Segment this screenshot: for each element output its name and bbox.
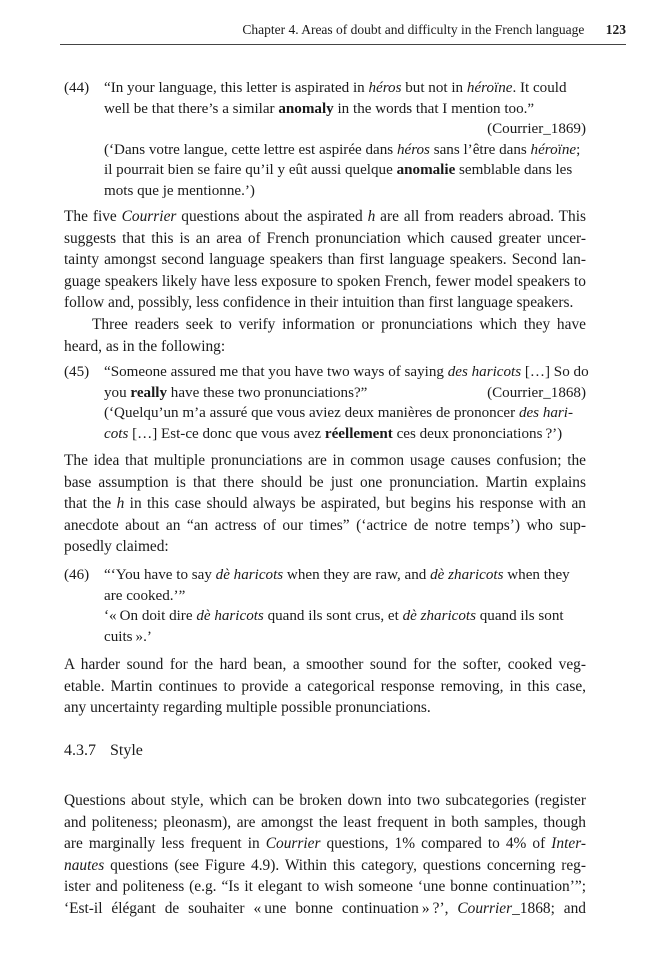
body-paragraph xyxy=(64,206,586,357)
example-number: (45) xyxy=(64,364,90,380)
example-line: mots que je mentionne.’) xyxy=(104,182,255,199)
header-rule xyxy=(60,44,626,45)
text-run: when they are raw, and xyxy=(283,567,431,583)
italic-word: Courrier xyxy=(121,208,177,225)
paragraph-line: any uncertainty regarding multiple possible pronunciations. xyxy=(64,699,431,717)
section-heading xyxy=(64,742,143,760)
italic-word: h xyxy=(367,208,376,225)
example-line xyxy=(104,140,586,161)
text-run: questions (see Figure 4.9). Within this category, questions concerning reg- xyxy=(104,856,586,874)
italic-word: dè haricots xyxy=(215,567,284,583)
italic-word: h xyxy=(116,495,125,513)
paragraph-line: ister and politeness (e.g. “Is it elegant to wish someone ‘une bonne continuation’”; xyxy=(64,878,586,896)
example-line xyxy=(104,403,586,424)
example-44 xyxy=(64,78,586,201)
text-run: il pourrait bien se faire qu’il y eût aussi quelque xyxy=(104,162,397,178)
paragraph-line: guage speakers likely have less exposure to spoken French, fewer model speakers to xyxy=(64,272,586,290)
text-run: ‘Est-il élégant de souhaiter « une bonne continuation » ?’, xyxy=(64,899,458,917)
page-number: 123 xyxy=(605,22,626,37)
example-line xyxy=(104,362,589,383)
citation: (Courrier_1869) xyxy=(487,121,586,137)
example-number: (44) xyxy=(64,80,90,96)
italic-word: Inter- xyxy=(551,835,586,853)
italic-word: héros xyxy=(396,141,430,158)
citation: (Courrier_1868) xyxy=(487,384,586,401)
text-run: “Someone assured me that you have two ways of saying xyxy=(104,364,448,380)
italic-word: dè haricots xyxy=(196,608,264,624)
text-run: when they xyxy=(503,567,570,583)
example-line xyxy=(104,78,586,99)
text-run: (‘Dans votre langue, cette lettre est aspirée dans xyxy=(104,141,397,158)
paragraph-line: follow and, possibly, less confidence in their intuition than first language speakers. xyxy=(64,294,574,312)
text-run: […] Est-ce donc que vous avez xyxy=(128,425,325,442)
paragraph-line: etable. Martin continues to provide a categorical response removing, in this case, xyxy=(64,677,586,695)
text-run: but not in xyxy=(401,80,467,96)
paragraph-line: anecdote about an “an actress of our times” (‘actrice de notre temps’) who sup- xyxy=(64,516,586,534)
example-line: are cooked.’” xyxy=(104,587,186,604)
text-run: in the words that I mention too.” xyxy=(333,100,535,117)
example-line xyxy=(104,383,586,404)
text-run: The five xyxy=(64,208,122,225)
text-run: quand ils sont xyxy=(475,608,564,624)
bold-word: réellement xyxy=(324,425,393,442)
example-line: cuits ».’ xyxy=(104,628,152,645)
paragraph-line xyxy=(64,206,586,228)
bold-word: anomalie xyxy=(396,162,456,178)
text-run: “‘You have to say xyxy=(104,567,216,583)
paragraph-line xyxy=(64,898,586,920)
italic-word: dè zharicots xyxy=(402,608,476,624)
text-run: questions, 1% compared to 4% of xyxy=(320,835,552,853)
bold-word: anomaly xyxy=(278,100,334,117)
body-paragraph xyxy=(64,654,586,719)
italic-word: des hari- xyxy=(518,405,574,421)
italic-word: Courrier xyxy=(457,899,513,917)
text-run: are marginally less frequent in xyxy=(64,835,266,853)
paragraph-line xyxy=(64,833,586,855)
italic-word: cots xyxy=(104,425,129,442)
italic-word: nautes xyxy=(64,856,105,874)
example-line xyxy=(104,606,586,627)
running-head xyxy=(60,22,626,38)
italic-word: héroïne xyxy=(530,141,577,158)
example-46 xyxy=(64,565,586,647)
example-line xyxy=(104,99,586,120)
text-run: are all from readers abroad. This xyxy=(375,208,586,225)
bold-word: really xyxy=(130,384,168,401)
paragraph-line: and politeness; pleonasm), are amongst the least frequent in both samples, though xyxy=(64,813,586,831)
paragraph-line: Questions about style, which can be broken down into two subcategories (register xyxy=(64,792,586,809)
text-run: ‘« On doit dire xyxy=(104,608,197,624)
paragraph-line: suggests that this is an area of French pronunciation which caused greater uncer- xyxy=(64,229,586,247)
text-run: in this case should always be aspirated, but begins his response with an xyxy=(124,495,586,513)
text-run: _1868; and xyxy=(512,899,586,917)
text-run: ces deux prononciations ?’) xyxy=(392,425,563,442)
text-run: questions about the aspirated xyxy=(176,208,368,225)
paragraph-line: base assumption is that there should be just one pronunciation. Martin explains xyxy=(64,473,586,491)
paragraph-line xyxy=(64,493,586,515)
italic-word: dè zharicots xyxy=(430,567,504,583)
text-run: sans l’être dans xyxy=(429,141,531,158)
italic-word: des haricots xyxy=(447,364,522,380)
text-run: “In your language, this letter is aspirated in xyxy=(104,80,369,96)
text-run: that the xyxy=(64,495,117,513)
section-title: Style xyxy=(110,742,143,759)
paragraph-line: Three readers seek to verify information or pronunciations which they have xyxy=(92,315,586,333)
text-run: well be that there’s a similar xyxy=(104,100,279,117)
example-line xyxy=(104,424,586,445)
text-run: […] So do xyxy=(521,364,589,380)
paragraph-line: The idea that multiple pronunciations are in common usage causes confusion; the xyxy=(64,452,586,469)
text-run: (‘Quelqu’un m’a assuré que vous aviez deux manières de prononcer xyxy=(104,405,519,421)
example-line xyxy=(104,160,586,181)
text-run: you xyxy=(104,384,131,401)
paragraph-line: heard, as in the following: xyxy=(64,337,226,355)
text-run: have these two pronunciations?” xyxy=(167,384,368,401)
text-run: . It could xyxy=(512,80,567,96)
example-number: (46) xyxy=(64,567,90,583)
text-run: semblable dans les xyxy=(455,162,573,178)
body-paragraph xyxy=(64,790,586,920)
example-45 xyxy=(64,362,589,444)
chapter-title: Chapter 4. Areas of doubt and difficulty in the French language xyxy=(242,22,585,37)
section-number: 4.3.7 xyxy=(64,742,96,759)
paragraph-line: tainty amongst second language speakers than first language speakers. Second lan- xyxy=(64,251,586,269)
paragraph-line: A harder sound for the hard bean, a smoother sound for the softer, cooked veg- xyxy=(64,656,586,673)
text-run: quand ils sont crus, et xyxy=(263,608,403,624)
italic-word: Courrier xyxy=(265,835,321,853)
text-run: ; xyxy=(576,141,581,158)
example-line xyxy=(104,565,586,586)
body-paragraph xyxy=(64,450,586,558)
paragraph-line xyxy=(64,855,586,877)
italic-word: héros xyxy=(368,80,402,96)
italic-word: héroïne xyxy=(466,80,513,96)
paragraph-line: posedly claimed: xyxy=(64,538,169,556)
